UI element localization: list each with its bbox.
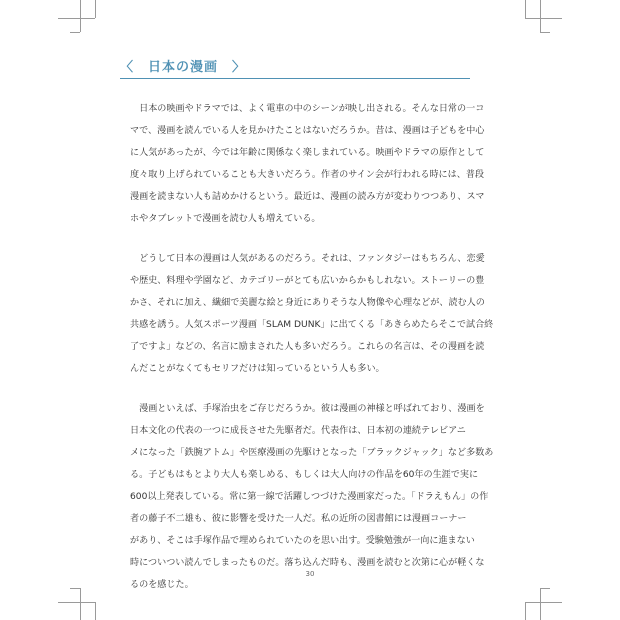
- crop-mark: [540, 588, 550, 589]
- crop-mark: [540, 0, 541, 32]
- text-line: 度々取り上げられていることも大きいだろう。作者のサイン会が行われる時には、普段: [130, 170, 485, 180]
- crop-mark: [70, 32, 80, 33]
- crop-mark: [540, 588, 541, 620]
- text-line: 者の藤子不二雄も、彼に影響を受けた一人だ。私の近所の図書館には漫画コーナー: [130, 514, 467, 524]
- text-line: んだことがなくてもセリフだけは知っているという人も多い。: [130, 364, 385, 374]
- crop-mark: [95, 602, 96, 620]
- paragraph-1: [130, 98, 485, 230]
- crop-mark: [95, 0, 96, 18]
- crop-mark: [58, 18, 95, 19]
- crop-mark: [525, 18, 562, 19]
- text-line: るのを感じた。: [130, 580, 194, 590]
- text-line: 了ですよ」などの、名言に励まされた人も多いだろう。これらの名言は、その漫画を読: [130, 342, 485, 352]
- crop-mark: [540, 32, 550, 33]
- text-line: 日本の映画やドラマでは、よく電車の中のシーンが映し出される。そんな日常の一コ: [139, 104, 485, 114]
- crop-mark: [525, 602, 562, 603]
- text-line: 日本文化の代表の一つに成長させた先駆者だ。代表作は、日本初の連続テレビアニ: [130, 426, 466, 436]
- crop-mark: [80, 0, 81, 32]
- crop-mark: [525, 0, 526, 18]
- article-body: [130, 98, 494, 614]
- text-line: メになった「鉄腕アトム」や医療漫画の先駆けとなった「ブラックジャック」など多数あ: [130, 448, 494, 458]
- text-line: 600以上発表している。常に第一線で活躍しつづけた漫画家だった。「ドラえもん」の作: [130, 492, 489, 502]
- page-title: 〈 日本の漫画 〉: [120, 60, 247, 75]
- crop-mark: [525, 602, 526, 620]
- text-line: に人気があったが、今では年齢に関係なく楽しまれている。映画やドラマの原作として: [130, 148, 485, 158]
- crop-mark: [70, 588, 80, 589]
- text-line: マで、漫画を読んでいる人を見かけたことはないだろうか。昔は、漫画は子どもを中心: [130, 126, 485, 136]
- text-line: どうして日本の漫画は人気があるのだろう。それは、ファンタジーはもちろん、恋愛: [139, 254, 485, 264]
- paragraph-2: [130, 248, 494, 380]
- page-number: 30: [305, 570, 315, 578]
- heading-rule: [120, 78, 470, 79]
- text-line: ホやタブレットで漫画を読む人も増えている。: [130, 214, 321, 224]
- text-line: る。子どもはもとより大人も楽しめる、もしくは大人向けの作品を60年の生涯で実に: [130, 470, 479, 480]
- text-line: や歴史、料理や学園など、カテゴリーがとても広いからかもしれない。ストーリーの豊: [130, 276, 485, 286]
- text-line: 漫画といえば、手塚治虫をご存じだろうか。彼は漫画の神様と呼ばれており、漫画を: [139, 404, 485, 414]
- text-line: かさ、それに加え、繊細で美麗な絵と身近にありそうな人物像や心理などが、読む人の: [130, 298, 485, 308]
- text-line: 時についつい読んでしまったものだ。落ち込んだ時も、漫画を読むと次第に心が軽くな: [130, 558, 485, 568]
- text-line: 共感を誘う。人気スポーツ漫画「SLAM DUNK」に出てくる「あきらめたらそこで試合終: [130, 320, 494, 330]
- text-line: 漫画を読まない人も詰めかけるという。最近は、漫画の読み方が変わりつつあり、スマ: [130, 192, 485, 202]
- crop-mark: [80, 588, 81, 620]
- crop-mark: [58, 602, 95, 603]
- text-line: があり、そこは手塚作品で埋められていたのを思い出す。受験勉強が一向に進まない: [130, 536, 475, 546]
- paragraph-3: [130, 398, 494, 596]
